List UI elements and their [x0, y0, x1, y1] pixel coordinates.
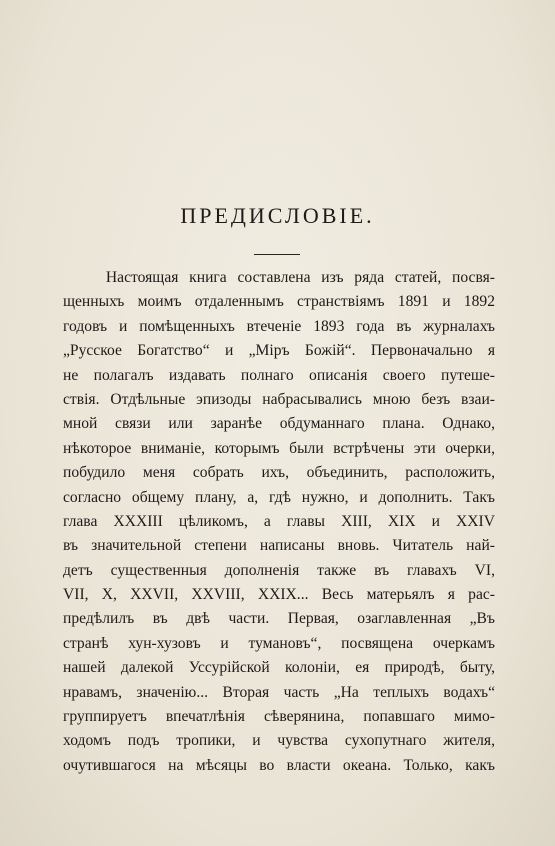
text-line: согласно общему плану, а, гдѣ нужно, и дополнить. Такъ: [63, 488, 495, 506]
text-line: „Русское Богатство“ и „Міръ Божій“. Первоначально я: [63, 342, 495, 360]
text-line: глава XXXIII цѣликомъ, а главы XIII, XIX и XXIV: [63, 512, 495, 530]
text-line: мной связи или заранѣе обдуманнаго плана. Однако,: [63, 415, 495, 433]
text-line: странѣ хун-хузовъ и тумановъ“, посвящена очеркамъ: [63, 634, 495, 652]
text-line: VII, X, XXVII, XXVIII, XXIX... Весь матерьялъ я рас-: [63, 586, 495, 604]
text-line: нашей далекой Уссурійской колоніи, ея природѣ, быту,: [63, 659, 495, 677]
text-line: щенныхъ моимъ отдаленнымъ странствіямъ 1891 и 1892: [63, 293, 495, 311]
text-line: группируетъ впечатлѣнія сѣверянина, попавшаго мимо-: [63, 708, 495, 726]
preface-body: [63, 266, 495, 778]
text-line: побудило меня собрать ихъ, объединить, расположить,: [63, 464, 495, 482]
text-line: годовъ и помѣщенныхъ втеченіе 1893 года въ журналахъ: [63, 317, 495, 335]
text-line: детъ существенныя дополненія также въ главахъ VI,: [63, 561, 495, 579]
text-line: ходомъ подъ тропики, и чувства сухопутнаго жителя,: [63, 732, 495, 750]
text-line: нѣкоторое вниманіе, которымъ были встрѣчены эти очерки,: [63, 439, 495, 457]
page-title: ПРЕДИСЛОВІЕ.: [180, 203, 375, 228]
text-line: очутившагося на мѣсяцы во власти океана. Только, какъ: [63, 756, 495, 774]
title-divider: [254, 254, 300, 255]
text-line: предѣлилъ въ двѣ части. Первая, озаглавленная „Въ: [63, 610, 495, 628]
text-line: Настоящая книга составлена изъ ряда статей, посвя-: [63, 269, 495, 286]
text-line: въ значительной степени написаны вновь. Читатель най-: [63, 537, 495, 555]
text-line: ствія. Отдѣльные эпизоды набрасывались мною безъ взаи-: [63, 390, 495, 408]
text-line: нравамъ, значенію... Вторая часть „На теплыхъ водахъ“: [63, 683, 495, 701]
text-line: не полагалъ издавать полнаго описанія своего путеше-: [63, 366, 495, 384]
